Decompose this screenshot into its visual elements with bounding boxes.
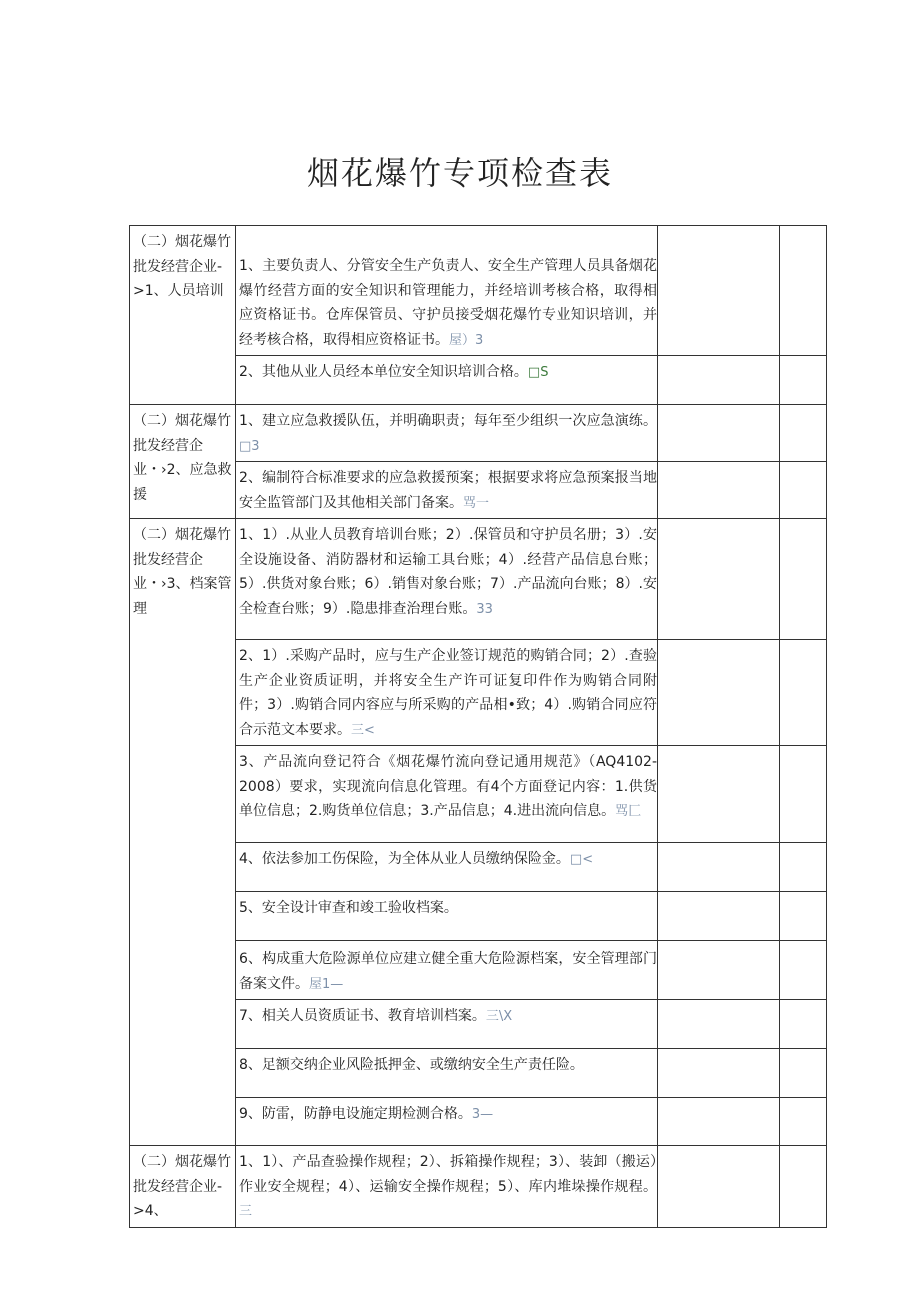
item-text: 3、产品流向登记符合《烟花爆竹流向登记通用规范》（AQ4102-2008）要求，实现流向信息化管理。有4个方面登记内容：1.供货单位信息；2.购货单位信息；3.产品信息；4.进出流向信息。	[239, 754, 657, 819]
category-cell	[130, 226, 236, 405]
item-cell	[236, 746, 658, 843]
item-mark: 3—	[471, 1107, 494, 1122]
category-label: （二）烟花爆竹批发经营企业->4、	[133, 1154, 231, 1219]
item-mark: □S	[527, 365, 549, 380]
item-text: 2、1）.采购产品时，应与生产企业签订规范的购销合同；2）.查验生产企业资质证明，并将安全生产许可证复印件作为购销合同附件；3）.购销合同内容应与所采购的产品相•致；4）.购销合同应符合示范文本要求。	[239, 648, 657, 738]
category-label: （二）烟花爆竹批发经营企业・›2、应急救援	[133, 413, 232, 503]
category-cell	[130, 519, 236, 1146]
note-cell	[780, 462, 827, 519]
item-text: 7、相关人员资质证书、教育培训档案。	[239, 1008, 486, 1024]
item-cell	[236, 519, 658, 640]
result-cell	[658, 405, 780, 462]
note-cell	[780, 1000, 827, 1049]
result-cell	[658, 462, 780, 519]
item-cell	[236, 892, 658, 941]
item-mark: 三\X	[485, 1009, 513, 1024]
result-cell	[658, 843, 780, 892]
item-mark: □3	[239, 438, 260, 454]
category-label: （二）烟花爆竹批发经营企业・›3、档案管理	[133, 527, 232, 617]
result-cell	[658, 519, 780, 640]
note-cell	[780, 1098, 827, 1146]
item-text: 1、1）、产品查验操作规程；2）、拆箱操作规程；3）、装卸（搬运）作业安全规程；4）、运输安全操作规程；5）、库内堆垛操作规程。	[239, 1154, 657, 1195]
item-mark: 骂匚	[615, 804, 642, 819]
item-text: 2、编制符合标准要求的应急救援预案；根据要求将应急预案报当地安全监管部门及其他相关部门备案。	[239, 470, 657, 511]
item-cell	[236, 226, 658, 356]
item-text: 5、安全设计审查和竣工验收档案。	[239, 900, 458, 916]
result-cell	[658, 1000, 780, 1049]
item-cell	[236, 356, 658, 405]
note-cell	[780, 640, 827, 746]
result-cell	[658, 226, 780, 356]
category-cell	[130, 405, 236, 519]
item-text: 2、其他从业人员经本单位安全知识培训合格。	[239, 364, 528, 380]
item-mark: 屋）3	[449, 332, 484, 348]
item-mark: 三	[239, 1204, 253, 1219]
item-text: 9、防雷，防静电设施定期检测合格。	[239, 1106, 472, 1122]
item-cell	[236, 640, 658, 746]
inspection-table	[129, 225, 827, 1228]
result-cell	[658, 1098, 780, 1146]
page-title: 烟花爆竹专项检查表	[306, 154, 613, 192]
item-mark: 屋1—	[309, 976, 344, 992]
note-cell	[780, 405, 827, 462]
note-cell	[780, 519, 827, 640]
item-mark: 骂一	[463, 495, 490, 511]
note-cell	[780, 892, 827, 941]
item-text: 1、建立应急救援队伍，并明确职责；每年至少组织一次应急演练。	[239, 413, 657, 429]
note-cell	[780, 941, 827, 1000]
item-text: 1、1）.从业人员教育培训台账；2）.保管员和守护员名册；3）.安全设施设备、消防器材和运输工具台账；4）.经营产品信息台账；5）.供货对象台账；6）.销售对象台账；7）.产品流向台账；8）.安全检查台账；9）.隐患排查治理台账。	[239, 527, 657, 617]
item-text: 8、足额交纳企业风险抵押金、或缴纳安全生产责任险。	[239, 1057, 584, 1073]
result-cell	[658, 941, 780, 1000]
item-text: 6、构成重大危险源单位应建立健全重大危险源档案，安全管理部门备案文件。	[239, 951, 657, 992]
item-cell	[236, 1146, 658, 1228]
item-cell	[236, 1049, 658, 1098]
item-cell	[236, 462, 658, 519]
item-mark: 33	[476, 601, 493, 617]
item-text: 4、依法参加工伤保险，为全体从业人员缴纳保险金。	[239, 851, 570, 867]
result-cell	[658, 746, 780, 843]
category-label: （二）烟花爆竹批发经营企业->1、人员培训	[133, 234, 231, 299]
note-cell	[780, 226, 827, 356]
item-cell	[236, 941, 658, 1000]
item-mark: 三<	[351, 722, 375, 738]
result-cell	[658, 1049, 780, 1098]
item-text: 1、主要负责人、分管安全生产负责人、安全生产管理人员具备烟花爆竹经营方面的安全知识和管理能力，并经培训考核合格，取得相应资格证书。仓库保管员、守护员接受烟花爆竹专业知识培训，并经考核合格，取得相应资格证书。	[239, 258, 657, 348]
result-cell	[658, 892, 780, 941]
category-cell	[130, 1146, 236, 1228]
note-cell	[780, 1049, 827, 1098]
note-cell	[780, 746, 827, 843]
note-cell	[780, 1146, 827, 1228]
item-cell	[236, 1098, 658, 1146]
item-cell	[236, 1000, 658, 1049]
item-cell	[236, 843, 658, 892]
result-cell	[658, 640, 780, 746]
result-cell	[658, 356, 780, 405]
item-cell	[236, 405, 658, 462]
item-mark: □<	[569, 852, 594, 867]
note-cell	[780, 843, 827, 892]
result-cell	[658, 1146, 780, 1228]
note-cell	[780, 356, 827, 405]
